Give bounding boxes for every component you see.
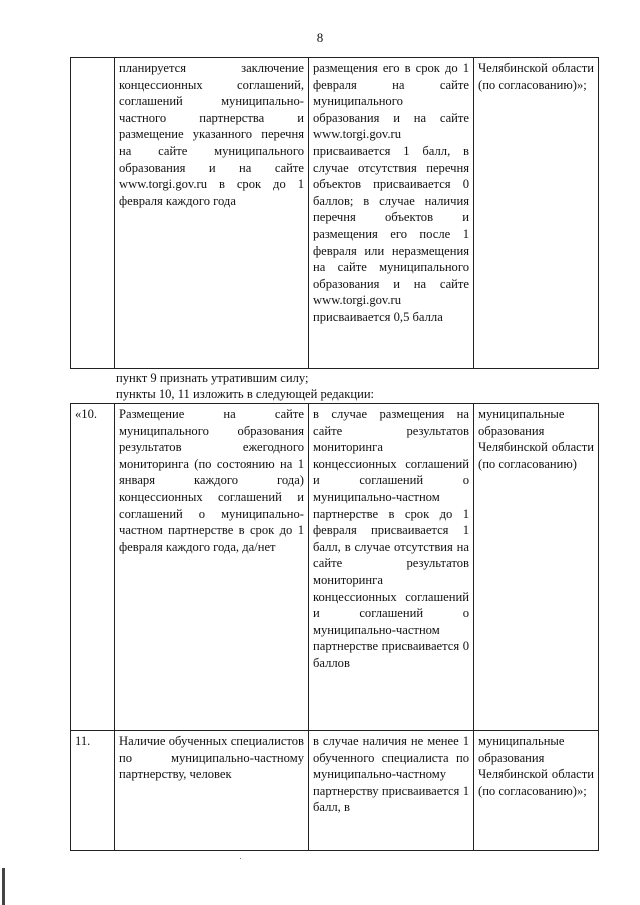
scoring-cell: в случае размещения на сайте результатов мониторинга концессионных соглашений и соглашений о муниципально-частном партнерстве в срок до 1 февраля присваивается 1 балл, в случае отсутствия на сайте результатов мониторинга концессионных соглашений и соглашений о муниципально-частном партнерстве присваивается 0 баллов <box>309 404 474 731</box>
row-number-cell: «10. <box>71 404 115 731</box>
table-row <box>71 731 599 851</box>
table-row <box>71 58 599 369</box>
scoring-cell: размещения его в срок до 1 февраля на сайте муниципального образования и на сайте www.torgi.gov.ru присваивается 1 балл, в случае отсутствия перечня объектов присваивается 0 баллов; в случае наличия перечня объектов и размещения его после 1 февраля или неразмещения на сайте муниципального образования и на сайте www.torgi.gov.ru присваивается 0,5 балла <box>309 58 474 369</box>
criteria-table-continued <box>70 57 599 369</box>
scan-speck <box>240 858 241 859</box>
page-number: 8 <box>316 30 324 45</box>
responsible-cell: Челябинской области (по согласованию)»; <box>474 58 599 369</box>
table-row <box>71 404 599 731</box>
amendment-text-items-10-11: пункты 10, 11 изложить в следующей редакции: <box>116 387 375 401</box>
scan-edge-mark <box>2 868 5 905</box>
indicator-cell: Размещение на сайте муниципального образования результатов ежегодного мониторинга (по состоянию на 1 января каждого года) концессионных соглашений и соглашений о муниципально-частном партнерстве в срок до 1 февраля каждого года, да/нет <box>115 404 309 731</box>
amendment-text-item-9: пункт 9 признать утратившим силу; <box>116 371 309 385</box>
criteria-table-new <box>70 403 599 851</box>
responsible-cell: муниципальные образования Челябинской области (по согласованию)»; <box>474 731 599 851</box>
row-number-cell <box>71 58 115 369</box>
responsible-cell: муниципальные образования Челябинской области (по согласованию) <box>474 404 599 731</box>
row-number-cell: 11. <box>71 731 115 851</box>
indicator-cell: Наличие обученных специалистов по муниципально-частному партнерству, человек <box>115 731 309 851</box>
indicator-cell: планируется заключение концессионных соглашений, соглашений муниципально-частного партнерства и размещение указанного перечня на сайте муниципального образования и на сайте www.torgi.gov.ru в срок до 1 февраля каждого года <box>115 58 309 369</box>
scoring-cell: в случае наличия не менее 1 обученного специалиста по муниципально-частному партнерству присваивается 1 балл, в <box>309 731 474 851</box>
